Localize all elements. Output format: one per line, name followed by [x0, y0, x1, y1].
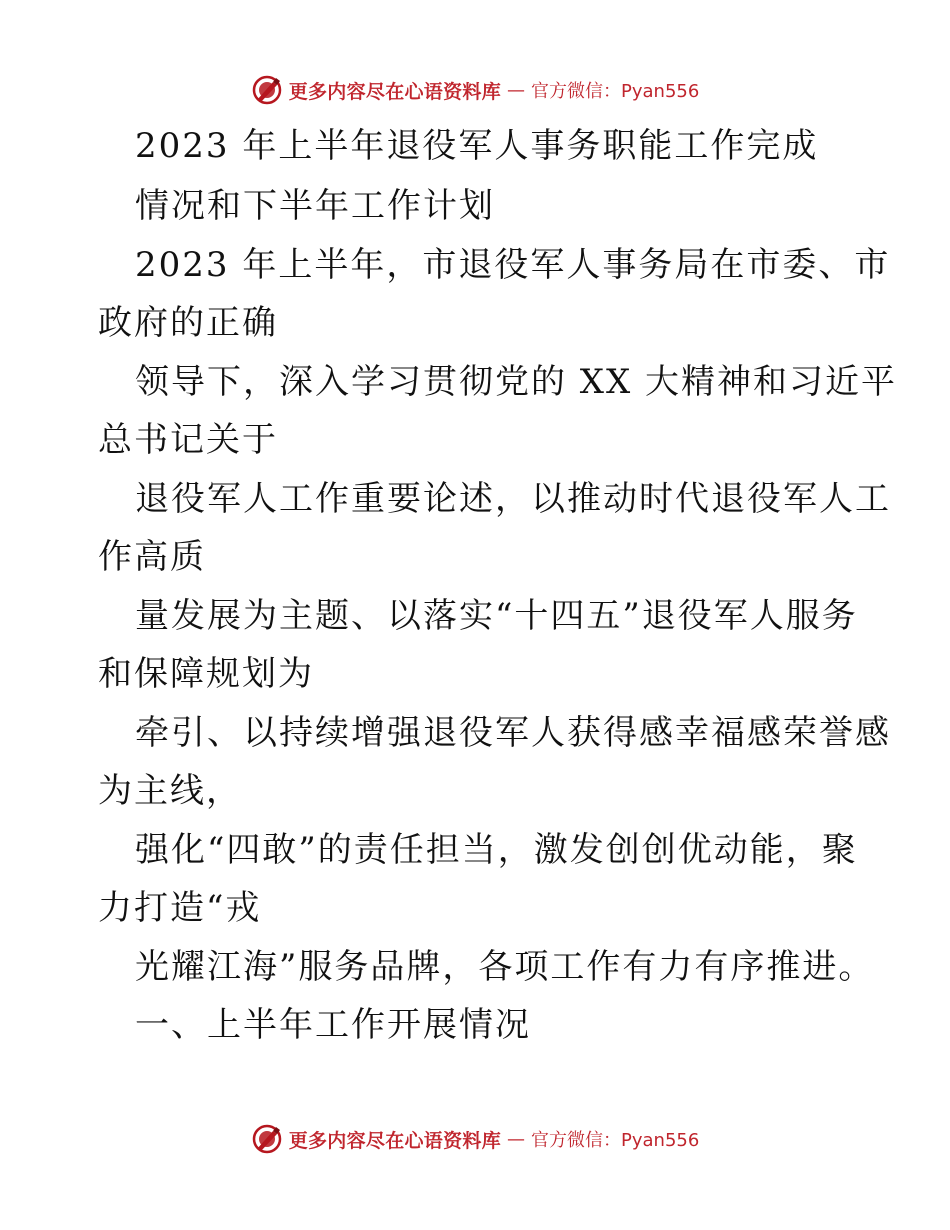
watermark-sub-text: 官方微信：Pyan556: [531, 1130, 700, 1151]
paragraph-line: 和保障规划为: [98, 654, 314, 694]
section-heading: 一、上半年工作开展情况: [135, 1005, 531, 1045]
paragraph-line: 为主线，: [98, 771, 242, 811]
document-title-line-1: 2023 年上半年退役军人事务职能工作完成: [135, 126, 819, 166]
pen-seal-icon: [251, 74, 283, 106]
paragraph-line: 牵引、以持续增强退役军人获得感幸福感荣誉感: [135, 713, 891, 753]
paragraph-line: 2023 年上半年，市退役军人事务局在市委、市: [135, 245, 891, 285]
paragraph-line: 领导下，深入学习贯彻党的 XX 大精神和习近平: [135, 362, 898, 402]
watermark-header: [0, 74, 950, 106]
paragraph-line: 量发展为主题、以落实“十四五”退役军人服务: [135, 596, 858, 636]
paragraph-line: 作高质: [98, 537, 206, 577]
pen-seal-icon: [251, 1123, 283, 1155]
paragraph-line: 政府的正确: [98, 303, 278, 343]
paragraph-line: 力打造“戎: [98, 888, 262, 928]
paragraph-line: 光耀江海”服务品牌，各项工作有力有序推进。: [135, 947, 875, 987]
document-title-line-2: 情况和下半年工作计划: [135, 186, 495, 226]
watermark-footer: [0, 1123, 950, 1155]
paragraph-line: 总书记关于: [98, 420, 278, 460]
watermark-main-text: 更多内容尽在心语资料库: [288, 1129, 501, 1152]
watermark-dash: —: [507, 79, 525, 101]
watermark-sub-text: 官方微信：Pyan556: [531, 81, 700, 102]
watermark-main-text: 更多内容尽在心语资料库: [288, 80, 501, 103]
watermark-dash: —: [507, 1128, 525, 1150]
paragraph-line: 强化“四敢”的责任担当，激发创创优动能，聚: [135, 830, 858, 870]
paragraph-line: 退役军人工作重要论述，以推动时代退役军人工: [135, 479, 891, 519]
